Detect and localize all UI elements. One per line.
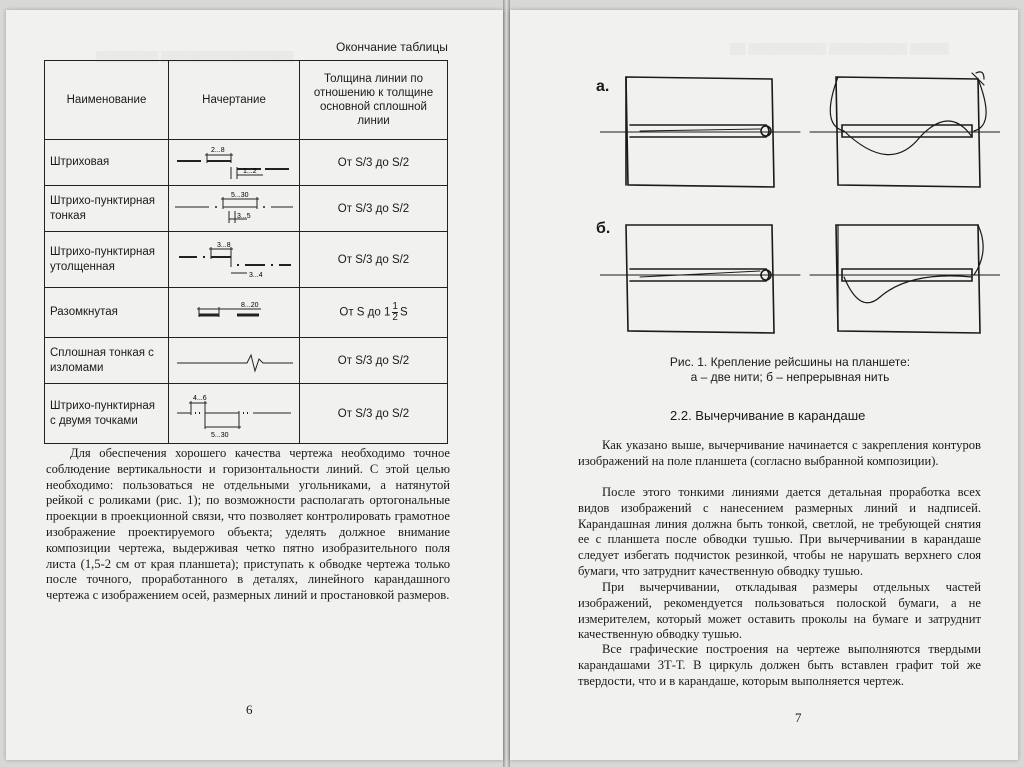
figure-label-b: б. bbox=[596, 220, 611, 237]
body-paragraph: Как указано выше, вычерчивание начинается с закрепления контуров изображений на поле планшета (согласно выбранной композиции). bbox=[578, 438, 981, 468]
body-paragraph: Для обеспечения хорошего качества чертежа необходимо точное соблюдение вертикальности и горизонтальности линий. С этой целью необходимо: пользоваться не отдельными угольниками, а натянутой рейкой с роликами (рис. 1); по возможности располагать ортогональные проекции в проекционной связи, что позволяет контролировать грамотное изображение проектируемого объекта; уделять должное внимание композиции чертежа, выдерживая четко пятно изобразительного поля листа (1,5-2 см от края планшета); приступать к обводке чертежа только после точного, проработанного в деталях, линейного карандашного чертежа с изображением осей, размерных линий и простановкой размеров. bbox=[46, 446, 450, 603]
row-thickness bbox=[300, 288, 448, 338]
row-drawing bbox=[169, 288, 300, 338]
table-row bbox=[45, 186, 448, 232]
dim-label: 5...30 bbox=[211, 431, 229, 439]
fraction-numerator: 1 bbox=[392, 301, 398, 312]
table-row bbox=[45, 288, 448, 338]
book-gutter bbox=[503, 0, 510, 767]
dim-label: 8...20 bbox=[241, 301, 259, 309]
body-paragraph: Все графические построения на чертеже выполняются твердыми карандашами 3Т-Т. В циркуль должен быть вставлен графит той же твердости, что и в карандаше, которым выполняется чертеж. bbox=[578, 642, 981, 688]
dashed-line-sample bbox=[169, 141, 299, 185]
row-drawing bbox=[169, 384, 300, 444]
right-page bbox=[510, 10, 1018, 760]
left-page bbox=[6, 10, 503, 760]
thin-dash-dot-sample bbox=[169, 187, 299, 231]
table-row bbox=[45, 338, 448, 384]
table-header-row bbox=[45, 61, 448, 140]
row-thickness: От S/3 до S/2 bbox=[300, 186, 448, 232]
row-thickness: От S/3 до S/2 bbox=[300, 338, 448, 384]
row-drawing bbox=[169, 232, 300, 288]
figure-1-drawing bbox=[600, 65, 1000, 350]
caption-line: Рис. 1. Крепление рейсшины на планшете: bbox=[669, 355, 911, 369]
figure-label-a: а. bbox=[596, 78, 610, 95]
row-name: Штрихо-пунктирная утолщенная bbox=[45, 232, 169, 288]
row-name: Штриховая bbox=[45, 140, 169, 186]
row-name: Разомкнутая bbox=[45, 288, 169, 338]
row-drawing bbox=[169, 338, 300, 384]
dim-label: 4...6 bbox=[193, 394, 207, 402]
dash-double-dot-sample bbox=[169, 385, 299, 443]
page-number: 7 bbox=[795, 710, 802, 725]
dim-label: 3...5 bbox=[237, 212, 251, 220]
row-thickness: От S/3 до S/2 bbox=[300, 140, 448, 186]
header-drawing: Начертание bbox=[169, 61, 300, 140]
body-paragraph: При вычерчивании, откладывая размеры отдельных частей изображений, рекомендуется пользоваться полоской бумаги, а не измерителем, который может оставить проколы на бумаге и затруднит качественную обводку тушью. bbox=[578, 580, 981, 642]
dim-label: 5...30 bbox=[231, 191, 249, 199]
show-through-text: ▒▒ ▒▒▒▒▒▒▒▒▒▒ ▒▒▒▒▒▒▒▒▒▒ ▒▒▒▒▒ bbox=[730, 43, 949, 55]
row-name: Штрихо-пунктирная с двумя точками bbox=[45, 384, 169, 444]
fraction bbox=[392, 302, 398, 323]
row-drawing bbox=[169, 140, 300, 186]
caption-line: а – две нити; б – непрерывная нить bbox=[690, 370, 890, 384]
row-thickness: От S/3 до S/2 bbox=[300, 384, 448, 444]
thickness-suffix: S bbox=[399, 306, 408, 319]
table-row bbox=[45, 140, 448, 186]
table-row bbox=[45, 232, 448, 288]
section-title: 2.2. Вычерчивание в карандаше bbox=[670, 408, 866, 423]
fraction-denominator: 2 bbox=[392, 312, 398, 323]
dim-label: 3...4 bbox=[249, 271, 263, 279]
dim-label: 1...2 bbox=[243, 167, 257, 175]
row-thickness: От S/3 до S/2 bbox=[300, 232, 448, 288]
thick-dash-dot-sample bbox=[169, 233, 299, 287]
row-name: Штрихо-пунктирная тонкая bbox=[45, 186, 169, 232]
continuation-label: Окончание таблицы bbox=[336, 40, 448, 54]
dim-label: 2...8 bbox=[211, 146, 225, 154]
figure-caption bbox=[610, 355, 970, 385]
body-paragraph: После этого тонкими линиями дается детальная проработка всех видов изображений с нанесением размерных линий и надписей. Карандашная линия должна быть тонкой, светлой, не требующей снятия ее с планшета после обводки тушью. При вычерчивании в карандаше следует избегать подчисток резинкой, чтобы не нарушать верхнего слоя бумаги, что затруднит качественную обводку тушью. bbox=[578, 485, 981, 578]
row-drawing bbox=[169, 186, 300, 232]
line-types-table bbox=[44, 60, 448, 444]
dim-label: 3...8 bbox=[217, 241, 231, 249]
header-thickness: Толщина линии по отношению к толщине основной сплошной линии bbox=[300, 61, 448, 140]
thickness-prefix: От S до 1 bbox=[339, 306, 391, 319]
show-through-text: ▒▒▒▒▒▒▒▒ ▒▒▒▒▒▒▒▒▒▒▒▒▒▒▒▒▒ bbox=[96, 51, 294, 63]
row-name: Сплошная тонкая с изломами bbox=[45, 338, 169, 384]
header-name: Наименование bbox=[45, 61, 169, 140]
page-number: 6 bbox=[246, 702, 253, 717]
open-line-sample bbox=[169, 289, 299, 337]
zigzag-line-sample bbox=[169, 339, 299, 383]
table-row bbox=[45, 384, 448, 444]
